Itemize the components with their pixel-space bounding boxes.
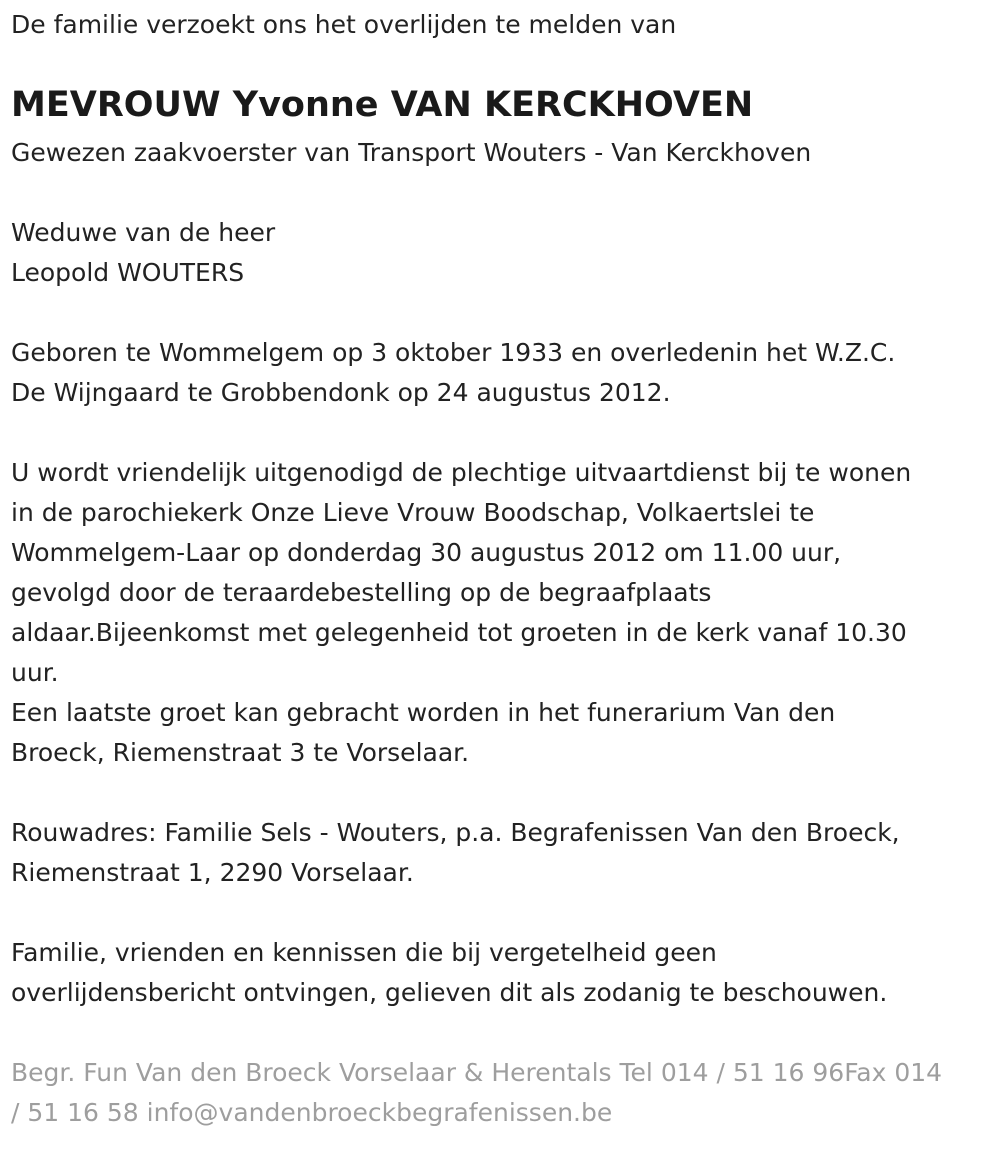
service-line: Broeck, Riemenstraat 3 te Vorselaar. [11, 738, 470, 767]
birth-death-paragraph [11, 333, 895, 413]
funeral-service-paragraph [11, 453, 911, 773]
intro-text: De familie verzoekt ons het overlijden te melden van [11, 10, 677, 39]
footer-line: / 51 16 58 info@vandenbroeckbegrafenissen.be [11, 1098, 613, 1127]
footer-line: Begr. Fun Van den Broeck Vorselaar & Herentals Tel 014 / 51 16 96Fax 014 [11, 1058, 943, 1087]
address-line: Rouwadres: Familie Sels - Wouters, p.a. Begrafenissen Van den Broeck, [11, 818, 900, 847]
family-note-line: overlijdensbericht ontvingen, gelieven dit als zodanig te beschouwen. [11, 978, 888, 1007]
family-note-line: Familie, vrienden en kennissen die bij vergetelheid geen [11, 938, 717, 967]
service-line: aldaar.Bijeenkomst met gelegenheid tot groeten in de kerk vanaf 10.30 [11, 618, 907, 647]
family-note-paragraph [11, 933, 887, 1013]
deceased-name: MEVROUW Yvonne VAN KERCKHOVEN [11, 85, 754, 125]
birth-death-line: De Wijngaard te Grobbendonk op 24 augustus 2012. [11, 378, 671, 407]
widow-paragraph [11, 213, 275, 293]
widow-line: Leopold WOUTERS [11, 258, 245, 287]
widow-line: Weduwe van de heer [11, 218, 276, 247]
funeral-home-footer [11, 1053, 942, 1133]
service-line: Wommelgem-Laar op donderdag 30 augustus 2012 om 11.00 uur, [11, 538, 842, 567]
mourning-address-paragraph [11, 813, 900, 893]
service-line: gevolgd door de teraardebestelling op de begraafplaats [11, 578, 712, 607]
subtitle-text: Gewezen zaakvoerster van Transport Wouters - Van Kerckhoven [11, 138, 812, 167]
service-line: U wordt vriendelijk uitgenodigd de plechtige uitvaartdienst bij te wonen [11, 458, 912, 487]
address-line: Riemenstraat 1, 2290 Vorselaar. [11, 858, 414, 887]
service-line: uur. [11, 658, 59, 687]
birth-death-line: Geboren te Wommelgem op 3 oktober 1933 en overledenin het W.Z.C. [11, 338, 896, 367]
service-line: in de parochiekerk Onze Lieve Vrouw Boodschap, Volkaertslei te [11, 498, 815, 527]
service-line: Een laatste groet kan gebracht worden in het funerarium Van den [11, 698, 836, 727]
